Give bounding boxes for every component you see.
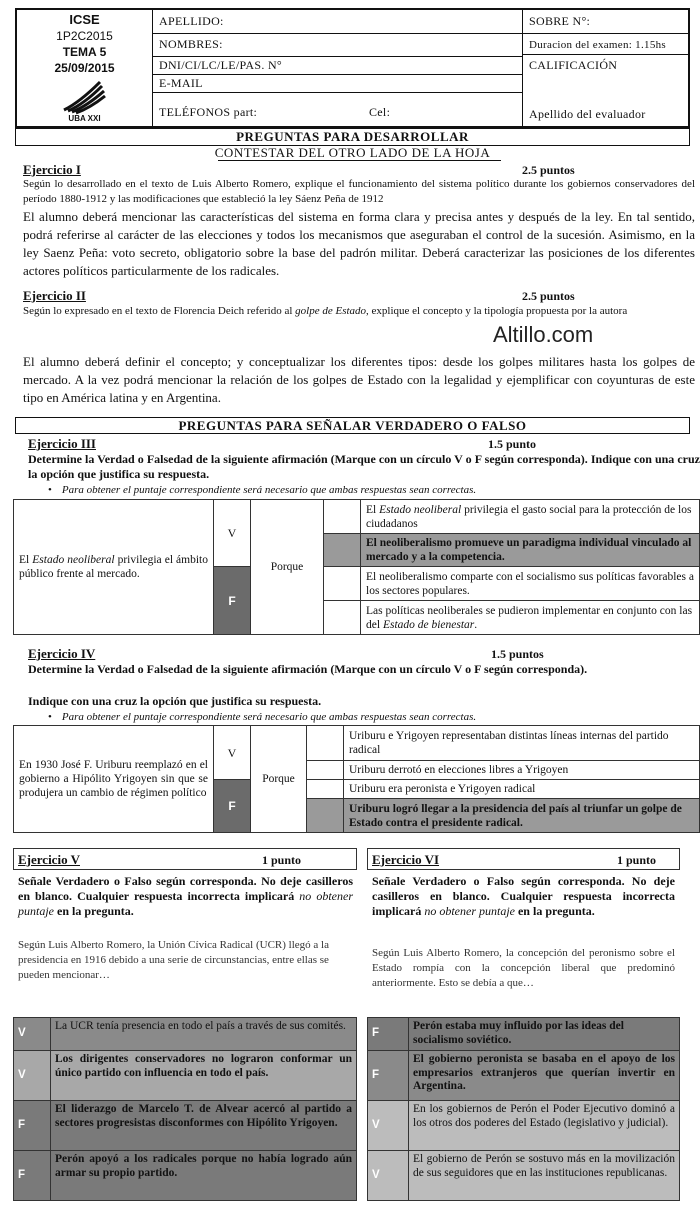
ex5-mark-4[interactable]: F — [14, 1151, 51, 1201]
ex4-check-1[interactable] — [307, 726, 344, 761]
telefonos-label: TELÉFONOS part: — [159, 105, 258, 119]
ex3-v-option[interactable]: V — [214, 500, 251, 567]
nombres-label: NOMBRES: — [159, 37, 223, 51]
ex5-context: Según Luis Alberto Romero, la Unión Cívica Radical (UCR) llegó a la presidencia en 1916 debido a una serie de circunstancias, entre ellas se pueden mencionar… — [18, 939, 329, 981]
apellido-label: APELLIDO: — [159, 14, 224, 28]
uba-logo-icon — [60, 80, 106, 116]
subtitle-underline — [218, 160, 501, 161]
ex4-title: Ejercicio IV — [28, 646, 96, 661]
ex3-bullet: • Para obtener el puntaje correspondiente será necesario que ambas respuestas sean correctas. — [48, 484, 477, 496]
ex4-check-2[interactable] — [307, 761, 344, 780]
exam-code: 1P2C2015 — [56, 29, 113, 43]
sobre-label: SOBRE N°: — [529, 14, 591, 28]
ex4-instructions-2: Indique con una cruz la opción que justifica su respuesta. — [28, 694, 322, 708]
duracion-label: Duracion del examen: 1.15hs — [529, 39, 667, 51]
ex3-check-1[interactable] — [324, 500, 361, 534]
ex6-mark-4[interactable]: V — [368, 1151, 409, 1201]
tema: TEMA 5 — [62, 45, 107, 59]
ex4-points: 1.5 puntos — [491, 647, 544, 661]
ex1-points: 2.5 puntos — [522, 163, 575, 177]
ex4-option-1: Uriburu e Yrigoyen representaban distintas líneas internas del partido radical — [344, 726, 700, 761]
ex3-statement: El Estado neoliberal privilegia el ámbito público frente al mercado. — [14, 500, 214, 635]
calificacion-label: CALIFICACIÓN — [529, 58, 618, 72]
ex4-option-4: Uriburu logró llegar a la presidencia del país al triunfar un golpe de Estado contra el presidente radical. — [344, 799, 700, 833]
ex1-answer: El alumno deberá mencionar las características del sistema en forma clara y precisa antes y después de la ley. En tal sentido, podrá referirse al carácter de las elecciones y todos los mecanismos que aseguraban el control de la sucesión. Asimismo, en la ley Saenz Peña: voto secreto, obligatorio sobre la base del padrón militar. Deberá caracterizar las posiciones de los diferentes actores políticos particularmente de los radicales. — [23, 209, 695, 278]
ex5-mark-3[interactable]: F — [14, 1101, 51, 1151]
ex2-answer: El alumno deberá definir el concepto; y conceptualizar los diferentes tipos: desde los golpes militares hasta los golpes de mercado. A la vez podrá mencionar la relación de los golpes de Estado con la legalidad y ejemplificar con coyunturas de este tipo en América latina y en Argentina. — [23, 354, 695, 405]
exam-header — [15, 8, 690, 128]
ex6-instructions: Señale Verdadero o Falso según corresponda. No deje casilleros en blanco. Cualquier respuesta incorrecta implicará no obtener puntaje en la pregunta. — [372, 874, 675, 918]
ex4-v-option[interactable]: V — [214, 726, 251, 780]
ex4-f-option[interactable]: F — [214, 780, 251, 833]
ex6-mark-2[interactable]: F — [368, 1051, 409, 1101]
ex5-points: 1 punto — [262, 853, 302, 867]
ex3-option-3: El neoliberalismo comparte con el socialismo sus políticas favorables a los sectores populares. — [361, 567, 700, 601]
section-vf-title: PREGUNTAS PARA SEÑALAR VERDADERO O FALSO — [15, 417, 690, 434]
ex5-mark-1[interactable]: V — [14, 1018, 51, 1051]
section-desarrollar-title: PREGUNTAS PARA DESARROLLAR — [15, 128, 690, 146]
ex6-mark-3[interactable]: V — [368, 1101, 409, 1151]
ex1-question: Según lo desarrollado en el texto de Luis Alberto Romero, explique el funcionamiento del sistema político durante los gobiernos conservadores del período 1880-1912 y las modificaciones que estableció la ley Sáenz Peña de 1912 — [23, 178, 695, 205]
ex6-mark-1[interactable]: F — [368, 1018, 409, 1051]
ex4-porque: Porque — [251, 726, 307, 833]
ex6-title: Ejercicio VI — [372, 852, 440, 867]
ex6-context: Según Luis Alberto Romero, la concepción del peronismo sobre el Estado rompía con la concepción liberal que predominó anteriormente. Esto se debía a que… — [372, 947, 675, 989]
ex3-instructions: Determine la Verdad o Falsedad de la siguiente afirmación (Marque con un círculo V o F según corresponda). Indique con una cruz la opción que justifica su respuesta. — [28, 452, 700, 481]
ex3-f-option[interactable]: F — [214, 567, 251, 635]
ex3-option-1: El Estado neoliberal privilegia el gasto social para la protección de los ciudadanos — [361, 500, 700, 534]
section-desarrollar-subtitle: CONTESTAR DEL OTRO LADO DE LA HOJA — [214, 145, 491, 160]
ex3-option-4: Las políticas neoliberales se pudieron implementar en conjunto con las del Estado de bienestar. — [361, 601, 700, 635]
ex5-table — [13, 1017, 357, 1201]
ex3-check-4[interactable] — [324, 601, 361, 635]
evaluador-label: Apellido del evaluador — [529, 107, 646, 121]
ex1-title: Ejercicio I — [23, 162, 81, 177]
ex3-points: 1.5 punto — [488, 437, 537, 451]
ex4-option-2: Uriburu derrotó en elecciones libres a Yrigoyen — [344, 761, 700, 780]
cel-label: Cel: — [369, 105, 391, 119]
ex4-check-4[interactable] — [307, 799, 344, 833]
ex5-row-2: Los dirigentes conservadores no lograron conformar un único partido con influencia en todo el país. — [51, 1051, 357, 1101]
ex3-check-3[interactable] — [324, 567, 361, 601]
ex4-bullet: • Para obtener el puntaje correspondiente será necesario que ambas respuestas sean correctas. — [48, 711, 477, 723]
ex3-check-2[interactable] — [324, 534, 361, 567]
ex2-title: Ejercicio II — [23, 288, 86, 303]
ex4-statement: En 1930 José F. Uriburu reemplazó en el gobierno a Hipólito Yrigoyen sin que se produjera un cambio de régimen político — [14, 726, 214, 833]
ex5-title: Ejercicio V — [18, 852, 80, 867]
ex6-points: 1 punto — [617, 853, 657, 867]
ex5-row-4: Perón apoyó a los radicales porque no había logrado aún armar su propio partido. — [51, 1151, 357, 1201]
ex2-points: 2.5 puntos — [522, 289, 575, 303]
ex4-instructions: Determine la Verdad o Falsedad de la siguiente afirmación (Marque con un círculo V o F según corresponda). — [28, 662, 588, 676]
ex4-table — [13, 725, 700, 833]
ex3-porque: Porque — [251, 500, 324, 635]
ex6-row-4: El gobierno de Perón se sostuvo más en la movilización de sus seguidores que en las instituciones republicanas. — [409, 1151, 680, 1201]
logo-text: UBA XXI — [68, 114, 101, 123]
ex6-row-3: En los gobiernos de Perón el Poder Ejecutivo dominó a los otros dos poderes del Estado (legislativo y judicial). — [409, 1101, 680, 1151]
ex5-row-3: El liderazgo de Marcelo T. de Alvear acercó al partido a sectores progresistas disconformes con Hipólito Yrigoyen. — [51, 1101, 357, 1151]
watermark: Altillo.com — [493, 322, 594, 347]
ex6-row-2: El gobierno peronista se basaba en el apoyo de los empresarios extranjeros que querían invertir en Argentina. — [409, 1051, 680, 1101]
ex3-option-2: El neoliberalismo promueve un paradigma individual vinculado al mercado y a la competencia. — [361, 534, 700, 567]
ex6-table — [367, 1017, 680, 1201]
dni-label: DNI/CI/LC/LE/PAS. N° — [159, 58, 283, 72]
exam-date: 25/09/2015 — [54, 61, 115, 75]
email-label: E-MAIL — [159, 76, 203, 90]
ex2-question: Según lo expresado en el texto de Florencia Deich referido al golpe de Estado, explique el concepto y la tipología propuesta por la autora — [23, 305, 628, 317]
ex3-table — [13, 499, 700, 635]
ex5-instructions: Señale Verdadero o Falso según corresponda. No deje casilleros en blanco. Cualquier respuesta incorrecta implicará no obtener puntaje en la pregunta. — [18, 874, 353, 918]
ex5-row-1: La UCR tenía presencia en todo el país a través de sus comités. — [51, 1018, 357, 1051]
institution: ICSE — [69, 12, 100, 27]
ex4-check-3[interactable] — [307, 780, 344, 799]
ex5-mark-2[interactable]: V — [14, 1051, 51, 1101]
ex4-option-3: Uriburu era peronista e Yrigoyen radical — [344, 780, 700, 799]
ex6-row-1: Perón estaba muy influido por las ideas del socialismo soviético. — [409, 1018, 680, 1051]
ex3-title: Ejercicio III — [28, 436, 96, 451]
